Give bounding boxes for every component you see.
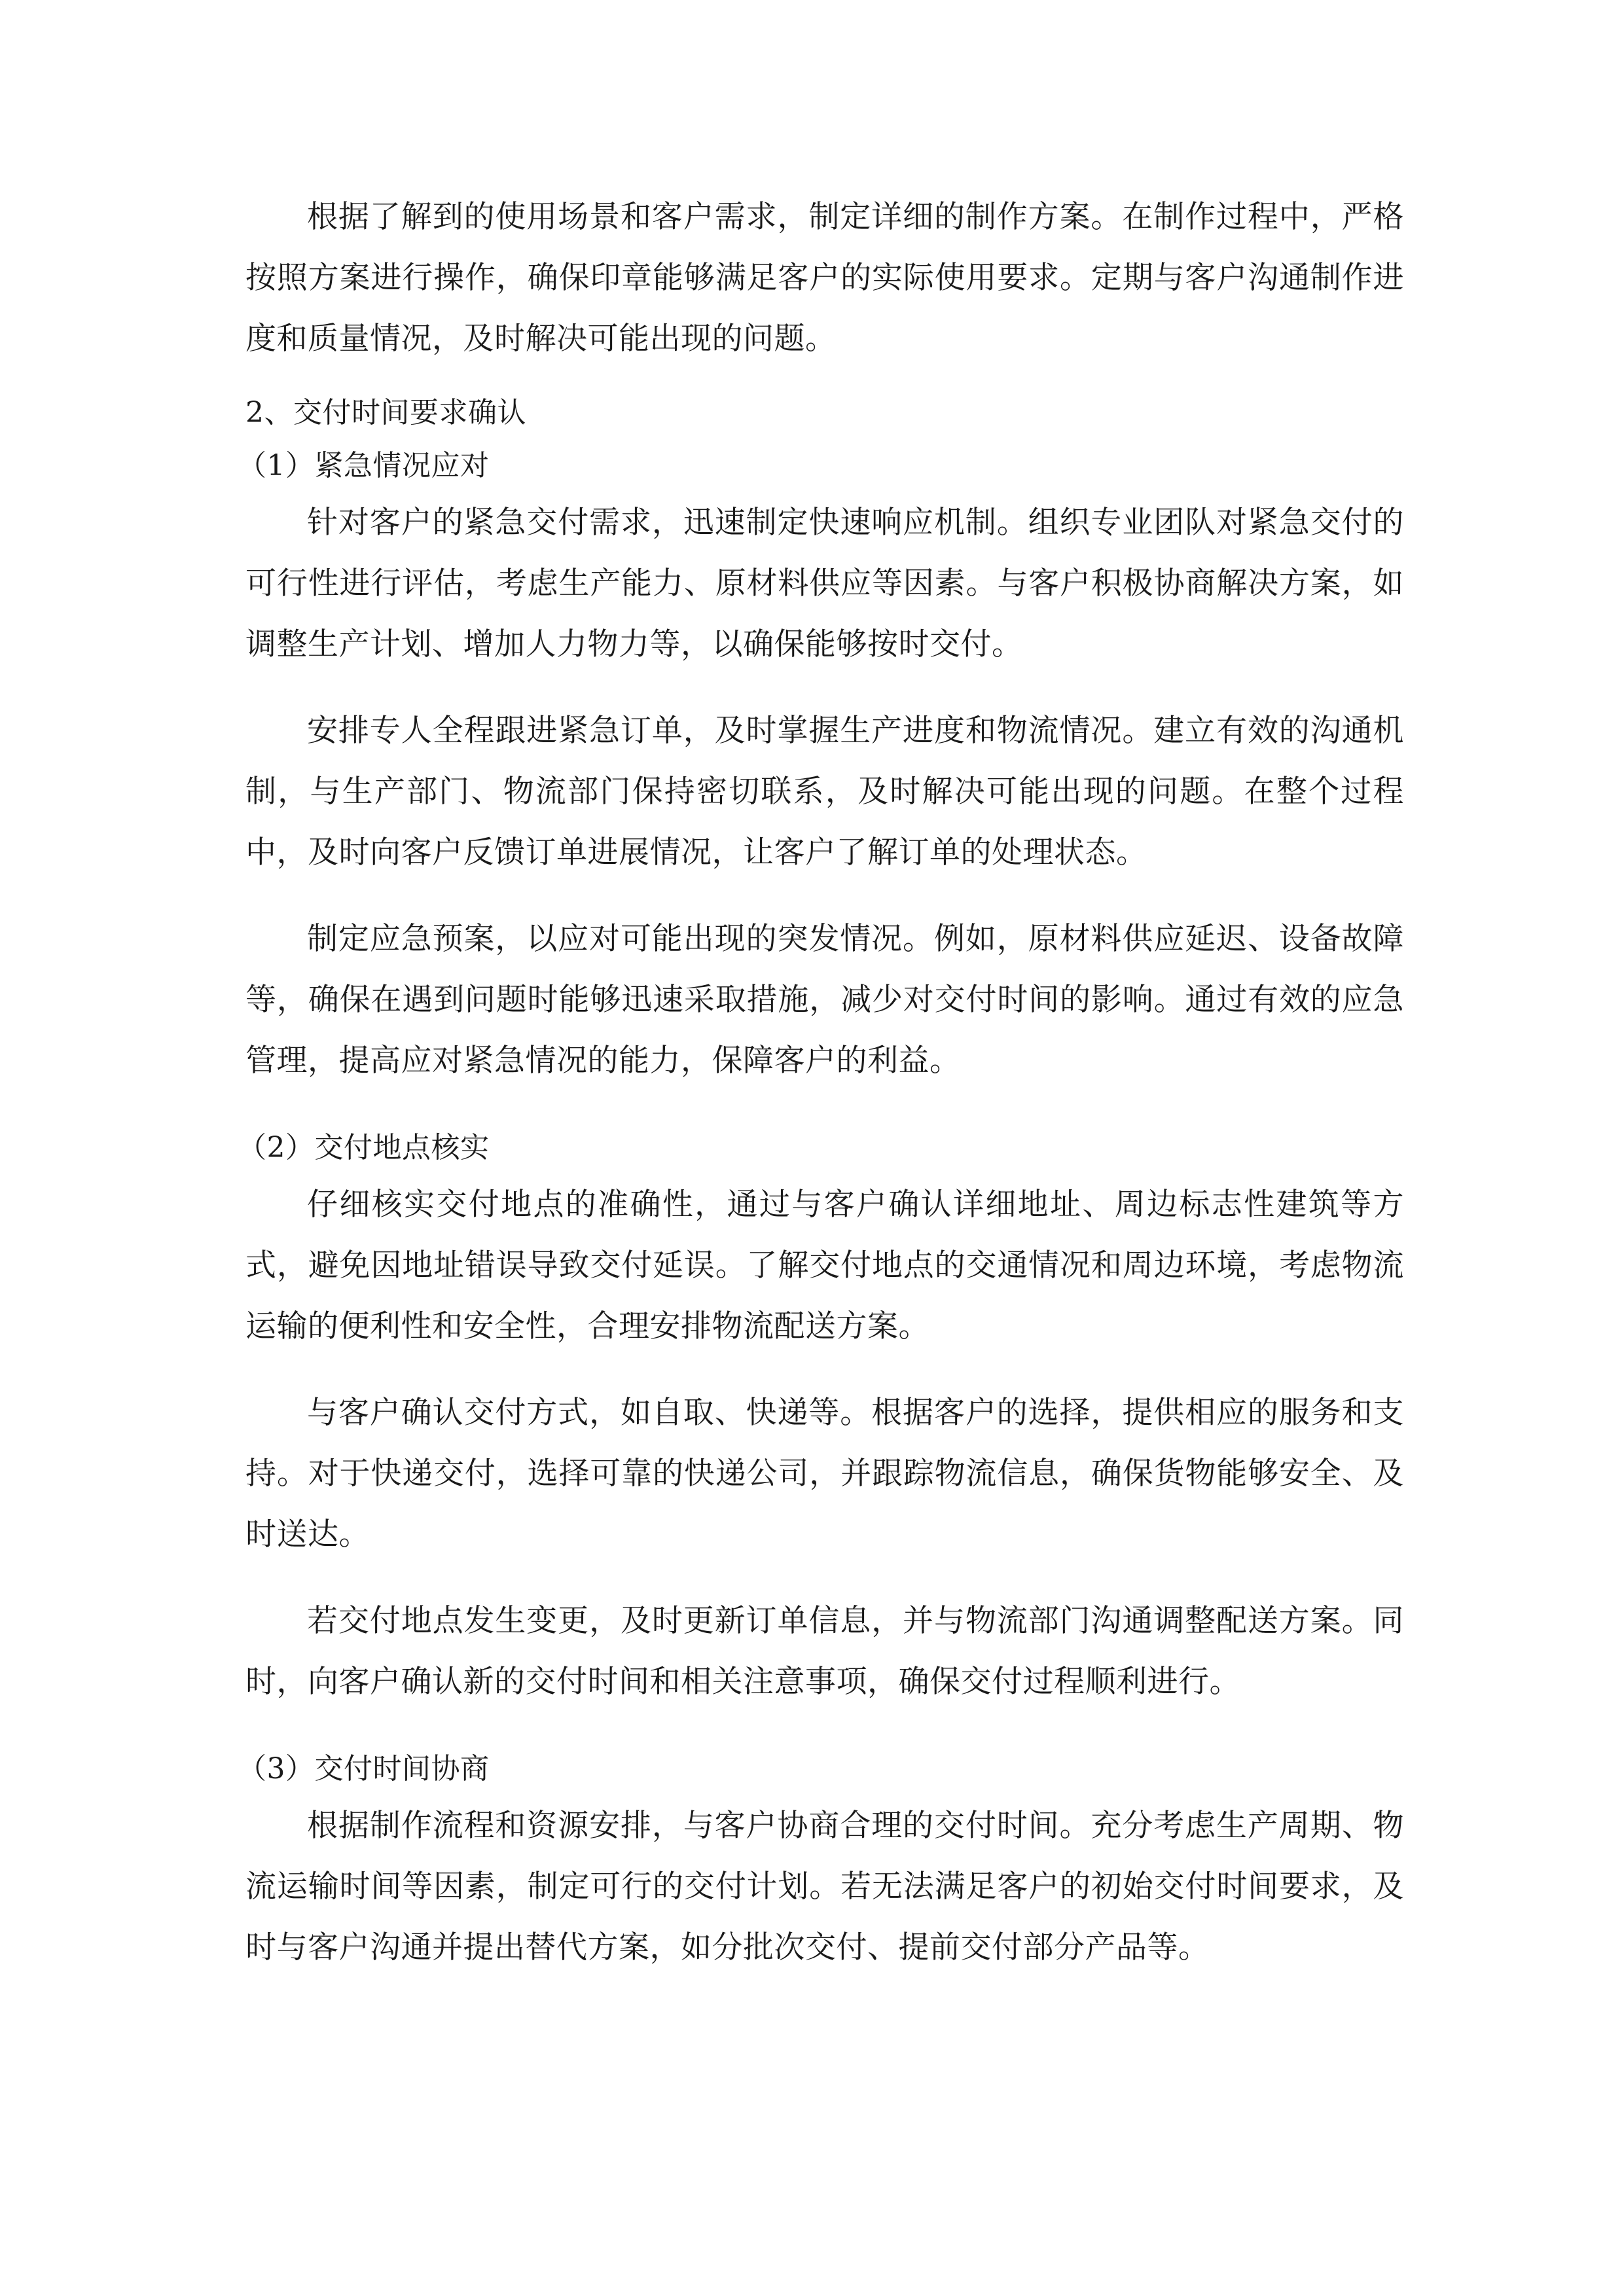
- subsection-heading-location: （2）交付地点核实: [238, 1131, 490, 1164]
- document-page: [238, 187, 1404, 1978]
- negotiation-paragraph-1: 根据制作流程和资源安排，与客户协商合理的交付时间。充分考虑生产周期、物流运输时间等因素，制定可行的交付计划。若无法满足客户的初始交付时间要求，及时与客户沟通并提出替代方案，如分批次交付、提前交付部分产品等。: [245, 1808, 1404, 1965]
- subsection-heading-negotiation: （3）交付时间协商: [238, 1752, 490, 1785]
- emergency-paragraph-2: 安排专人全程跟进紧急订单，及时掌握生产进度和物流情况。建立有效的沟通机制，与生产部门、物流部门保持密切联系，及时解决可能出现的问题。在整个过程中，及时向客户反馈订单进展情况，让客户了解订单的处理状态。: [245, 713, 1404, 870]
- location-paragraph-3: 若交付地点发生变更，及时更新订单信息，并与物流部门沟通调整配送方案。同时，向客户确认新的交付时间和相关注意事项，确保交付过程顺利进行。: [245, 1603, 1404, 1700]
- emergency-paragraph-3: 制定应急预案，以应对可能出现的突发情况。例如，原材料供应延迟、设备故障等，确保在遇到问题时能够迅速采取措施，减少对交付时间的影响。通过有效的应急管理，提高应对紧急情况的能力，保障客户的利益。: [245, 921, 1404, 1079]
- emergency-paragraph-1: 针对客户的紧急交付需求，迅速制定快速响应机制。组织专业团队对紧急交付的可行性进行评估，考虑生产能力、原材料供应等因素。与客户积极协商解决方案，如调整生产计划、增加人力物力等，以确保能够按时交付。: [245, 505, 1404, 662]
- subsection-heading-emergency: （1）紧急情况应对: [238, 449, 490, 482]
- location-paragraph-1: 仔细核实交付地点的准确性，通过与客户确认详细地址、周边标志性建筑等方式，避免因地址错误导致交付延误。了解交付地点的交通情况和周边环境，考虑物流运输的便利性和安全性，合理安排物流配送方案。: [245, 1187, 1404, 1344]
- intro-paragraph: 根据了解到的使用场景和客户需求，制定详细的制作方案。在制作过程中，严格按照方案进行操作，确保印章能够满足客户的实际使用要求。定期与客户沟通制作进度和质量情况，及时解决可能出现的问题。: [245, 199, 1404, 357]
- section-heading-delivery-time: 2、交付时间要求确认: [245, 396, 526, 429]
- location-paragraph-2: 与客户确认交付方式，如自取、快递等。根据客户的选择，提供相应的服务和支持。对于快递交付，选择可靠的快递公司，并跟踪物流信息，确保货物能够安全、及时送达。: [245, 1395, 1404, 1552]
